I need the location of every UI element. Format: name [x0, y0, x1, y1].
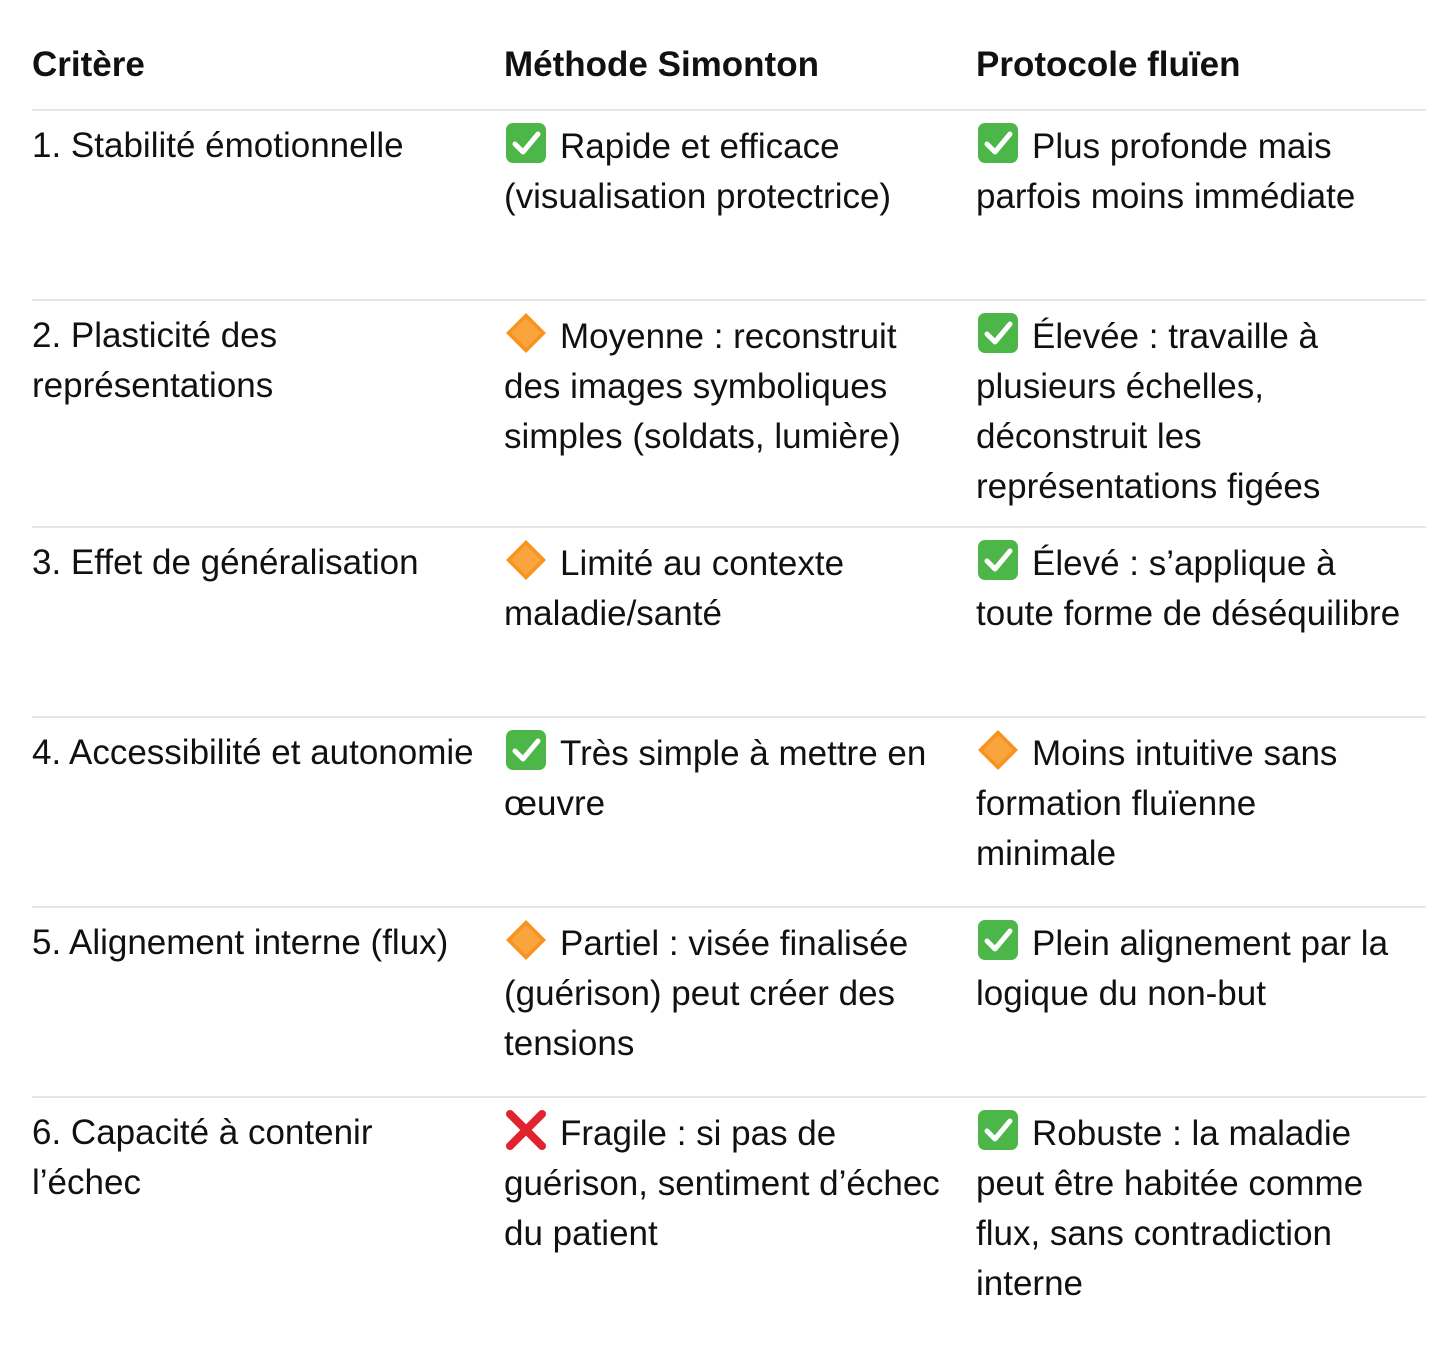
simonton-text: Fragile : si pas de guérison, sentiment d’échec du patient [504, 1114, 940, 1253]
orange-diamond-icon [504, 918, 548, 962]
criterion-cell: 3. Effet de généralisation [32, 543, 419, 582]
check-icon [504, 728, 548, 772]
criterion-cell: 6. Capacité à contenir l’échec [32, 1113, 373, 1202]
fluien-text: Élevée : travaille à plusieurs échelles, déconstruit les représentations figées [976, 317, 1321, 506]
fluien-cell [976, 111, 1426, 299]
simonton-cell [504, 908, 976, 1096]
table-header-row [32, 22, 1426, 111]
check-icon [976, 918, 1020, 962]
orange-diamond-icon [976, 728, 1020, 772]
fluien-cell [976, 301, 1426, 526]
table-row [32, 111, 1426, 301]
check-icon [976, 538, 1020, 582]
criterion-cell: 5. Alignement interne (flux) [32, 923, 449, 962]
cross-icon [504, 1108, 548, 1152]
check-icon [976, 1108, 1020, 1152]
simonton-cell [504, 1098, 976, 1323]
simonton-cell [504, 528, 976, 716]
fluien-cell [976, 528, 1426, 716]
table-row [32, 908, 1426, 1098]
table-row [32, 301, 1426, 528]
simonton-text: Très simple à mettre en œuvre [504, 734, 927, 823]
check-icon [976, 121, 1020, 165]
table-row [32, 718, 1426, 908]
simonton-text: Moyenne : reconstruit des images symboliques simples (soldats, lumière) [504, 317, 901, 456]
simonton-cell [504, 301, 976, 526]
table-row [32, 528, 1426, 718]
fluien-text: Moins intuitive sans formation fluïenne minimale [976, 734, 1338, 873]
column-header-simonton: Méthode Simonton [504, 45, 819, 84]
simonton-cell [504, 718, 976, 906]
orange-diamond-icon [504, 538, 548, 582]
check-icon [504, 121, 548, 165]
simonton-text: Rapide et efficace (visualisation protectrice) [504, 127, 892, 216]
simonton-cell [504, 111, 976, 299]
fluien-cell [976, 1098, 1426, 1323]
fluien-text: Robuste : la maladie peut être habitée comme flux, sans contradiction interne [976, 1114, 1364, 1303]
fluien-cell [976, 718, 1426, 906]
fluien-text: Plein alignement par la logique du non-but [976, 924, 1389, 1013]
column-header-fluien: Protocole fluïen [976, 45, 1241, 84]
fluien-text: Élevé : s’applique à toute forme de déséquilibre [976, 544, 1401, 633]
check-icon [976, 311, 1020, 355]
orange-diamond-icon [504, 311, 548, 355]
table-row [32, 1098, 1426, 1323]
criterion-cell: 1. Stabilité émotionnelle [32, 126, 404, 165]
criterion-cell: 2. Plasticité des représentations [32, 316, 278, 405]
column-header-criterion: Critère [32, 45, 145, 84]
fluien-cell [976, 908, 1426, 1096]
simonton-text: Limité au contexte maladie/santé [504, 544, 845, 633]
comparison-table [32, 22, 1426, 1323]
criterion-cell: 4. Accessibilité et autonomie [32, 733, 474, 772]
fluien-text: Plus profonde mais parfois moins immédiate [976, 127, 1356, 216]
simonton-text: Partiel : visée finalisée (guérison) peut créer des tensions [504, 924, 909, 1063]
